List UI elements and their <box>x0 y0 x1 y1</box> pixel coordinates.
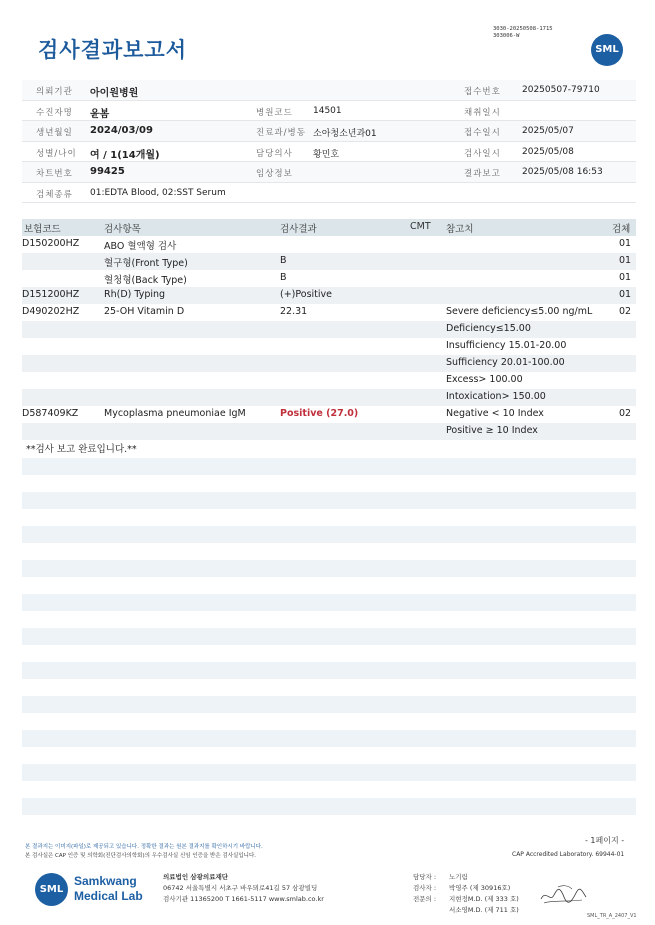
empty-row-stripe <box>22 798 636 815</box>
table-row <box>22 253 636 270</box>
info-row-birth <box>22 121 636 142</box>
cell-result: Positive (27.0) <box>280 408 359 419</box>
label-specimen-type: 검체종류 <box>36 189 73 200</box>
header-insurance-code: 보험코드 <box>24 224 61 235</box>
results-table-header <box>22 219 636 236</box>
cell-reference: Severe deficiency≤5.00 ng/mL <box>446 306 593 317</box>
cell-insurance-code: D150200HZ <box>22 238 80 249</box>
cell-specimen: 01 <box>619 238 632 249</box>
document-code-line-1: 3030-20250508-1715 <box>493 26 553 32</box>
label-reception-date: 접수일시 <box>464 128 501 138</box>
lab-org-name: 의료법인 삼광의료재단 <box>163 873 229 881</box>
label-institution: 의뢰기관 <box>36 87 73 97</box>
cell-test-item: 혈청형(Back Type) <box>104 275 187 286</box>
label-department: 진료과/병동 <box>256 128 306 138</box>
info-row-chart <box>22 162 636 183</box>
value-reception-no: 20250507-79710 <box>522 85 600 95</box>
staff-line <box>413 894 519 905</box>
label-collection-date: 채취일시 <box>464 107 501 118</box>
staff-name: 박영주 (제 30916호) <box>449 884 511 892</box>
page-number: - 1페이지 - <box>585 836 625 845</box>
label-doctor: 담당의사 <box>256 148 293 159</box>
staff-role: 전문의 : <box>413 895 437 903</box>
cell-reference: Deficiency≤15.00 <box>446 323 531 334</box>
table-row <box>22 236 636 253</box>
staff-role: 검사자 : <box>413 884 437 892</box>
table-row <box>22 372 636 389</box>
cell-reference: Positive ≥ 10 Index <box>446 425 538 436</box>
cell-reference: Insufficiency 15.01-20.00 <box>446 340 567 351</box>
value-institution: 아이원병원 <box>90 88 139 99</box>
cell-specimen: 02 <box>619 306 632 317</box>
label-patient-name: 수진자명 <box>36 107 73 118</box>
label-test-date: 검사일시 <box>464 148 501 159</box>
value-report-date: 2025/05/08 16:53 <box>522 167 603 177</box>
sml-logo-badge: SML <box>591 34 623 66</box>
label-birth-date: 생년월일 <box>36 128 73 138</box>
value-patient-name: 윤봄 <box>90 108 110 120</box>
table-row <box>22 406 636 423</box>
sml-footer-logo-mark: SML <box>35 873 68 906</box>
cell-reference: Excess> 100.00 <box>446 374 523 385</box>
cell-specimen: 01 <box>619 289 632 300</box>
cell-result: B <box>280 272 287 283</box>
footer-notice-image: 본 결과지는 이미지(파일)로 제공되고 있습니다. 정확한 결과는 원본 결과지를 확인하시기 바랍니다. <box>25 844 263 850</box>
cell-insurance-code: D587409KZ <box>22 408 79 419</box>
table-row <box>22 287 636 304</box>
cell-specimen: 01 <box>619 255 632 266</box>
report-complete-note: **검사 보고 완료입니다.** <box>26 444 137 455</box>
patient-info-block <box>22 80 636 203</box>
value-test-date: 2025/05/08 <box>522 146 574 157</box>
staff-name: 서소영M.D. (제 711 호) <box>449 906 519 914</box>
cell-test-item: Rh(D) Typing <box>104 289 166 300</box>
staff-name: 지현정M.D. (제 333 호) <box>449 895 519 903</box>
label-sex-age: 성별/나이 <box>36 148 77 159</box>
empty-row-stripe <box>22 526 636 543</box>
cell-test-item: 혈구형(Front Type) <box>104 258 188 269</box>
staff-line <box>413 905 519 916</box>
cell-result: B <box>280 255 287 266</box>
table-row <box>22 270 636 287</box>
table-row <box>22 321 636 338</box>
staff-list <box>413 872 519 916</box>
cell-test-item: ABO 혈액형 검사 <box>104 241 177 252</box>
table-row <box>22 389 636 406</box>
value-birth-date: 2024/03/09 <box>90 125 153 136</box>
empty-row-stripe <box>22 696 636 713</box>
empty-row-stripe <box>22 730 636 747</box>
table-row <box>22 338 636 355</box>
header-specimen: 검체 <box>612 224 631 235</box>
staff-line <box>413 883 519 894</box>
empty-row-stripe <box>22 492 636 509</box>
cell-reference: Negative < 10 Index <box>446 408 544 419</box>
value-department: 소아청소년과01 <box>313 129 377 139</box>
lab-contact: 검사기관 11365200 T 1661-5117 www.smlab.co.kr <box>163 895 324 903</box>
empty-row-stripe <box>22 628 636 645</box>
cell-insurance-code: D151200HZ <box>22 289 80 300</box>
empty-row-stripe <box>22 764 636 781</box>
label-reception-no: 접수번호 <box>464 87 501 97</box>
value-sex-age: 여 / 1(14개월) <box>90 149 160 161</box>
staff-role: 담당자 : <box>413 873 437 881</box>
label-report-date: 결과보고 <box>464 169 501 179</box>
value-reception-date: 2025/05/07 <box>522 126 574 136</box>
value-doctor: 황민호 <box>313 149 340 160</box>
document-code <box>493 26 553 40</box>
report-title: 검사결과보고서 <box>38 38 188 62</box>
results-table-body <box>22 236 636 440</box>
empty-row-stripe <box>22 662 636 679</box>
cell-specimen: 01 <box>619 272 632 283</box>
staff-line <box>413 872 519 883</box>
staff-name: 노기림 <box>449 873 468 881</box>
cell-result: (+)Positive <box>280 289 332 300</box>
cell-test-item: Mycoplasma pneumoniae IgM <box>104 408 246 419</box>
lab-address: 06742 서울특별시 서초구 바우뫼로41길 57 삼광빌딩 <box>163 884 318 892</box>
document-code-line-2: 303006-W <box>493 33 520 39</box>
signature-image <box>538 881 588 907</box>
table-row <box>22 304 636 321</box>
info-row-specimen <box>22 183 636 204</box>
cell-test-item: 25-OH Vitamin D <box>104 306 185 317</box>
header-cmt: CMT <box>410 221 431 232</box>
info-row-patient-name <box>22 101 636 122</box>
sml-footer-logo-text <box>74 874 143 904</box>
header-test-item: 검사항목 <box>104 224 141 235</box>
empty-row-stripes <box>22 458 636 832</box>
value-specimen-type: 01:EDTA Blood, 02:SST Serum <box>90 187 226 198</box>
cell-result: 22.31 <box>280 306 308 317</box>
label-hospital-code: 병원코드 <box>256 107 293 118</box>
cell-specimen: 02 <box>619 408 632 419</box>
info-row-sex-age <box>22 142 636 163</box>
cap-accreditation: CAP Accredited Laboratory. 69944-01 <box>512 851 625 858</box>
value-chart-no: 99425 <box>90 166 125 177</box>
lab-address-block <box>163 872 324 905</box>
header-result: 검사결과 <box>280 224 317 235</box>
cell-reference: Sufficiency 20.01-100.00 <box>446 357 565 368</box>
empty-row-stripe <box>22 560 636 577</box>
empty-row-stripe <box>22 458 636 475</box>
cell-reference: Intoxication> 150.00 <box>446 391 546 402</box>
label-chart-no: 차트번호 <box>36 169 73 179</box>
value-hospital-code: 14501 <box>313 105 342 116</box>
header-reference: 참고치 <box>446 224 474 235</box>
empty-row-stripe <box>22 594 636 611</box>
label-clinical-info: 임상정보 <box>256 169 293 179</box>
info-row-institution <box>22 80 636 101</box>
table-row <box>22 423 636 440</box>
table-row <box>22 355 636 372</box>
footer-notice-accreditation: 본 검사실은 CAP 인증 및 의학회(진단검사의학회)의 우수검사실 신임 인증을 받은 검사실입니다. <box>25 853 257 859</box>
logo-line-1: Samkwang <box>74 874 137 888</box>
logo-line-2: Medical Lab <box>74 889 143 903</box>
form-version: SML_TR_A_2407_V1 <box>587 913 637 919</box>
cell-insurance-code: D490202HZ <box>22 306 80 317</box>
